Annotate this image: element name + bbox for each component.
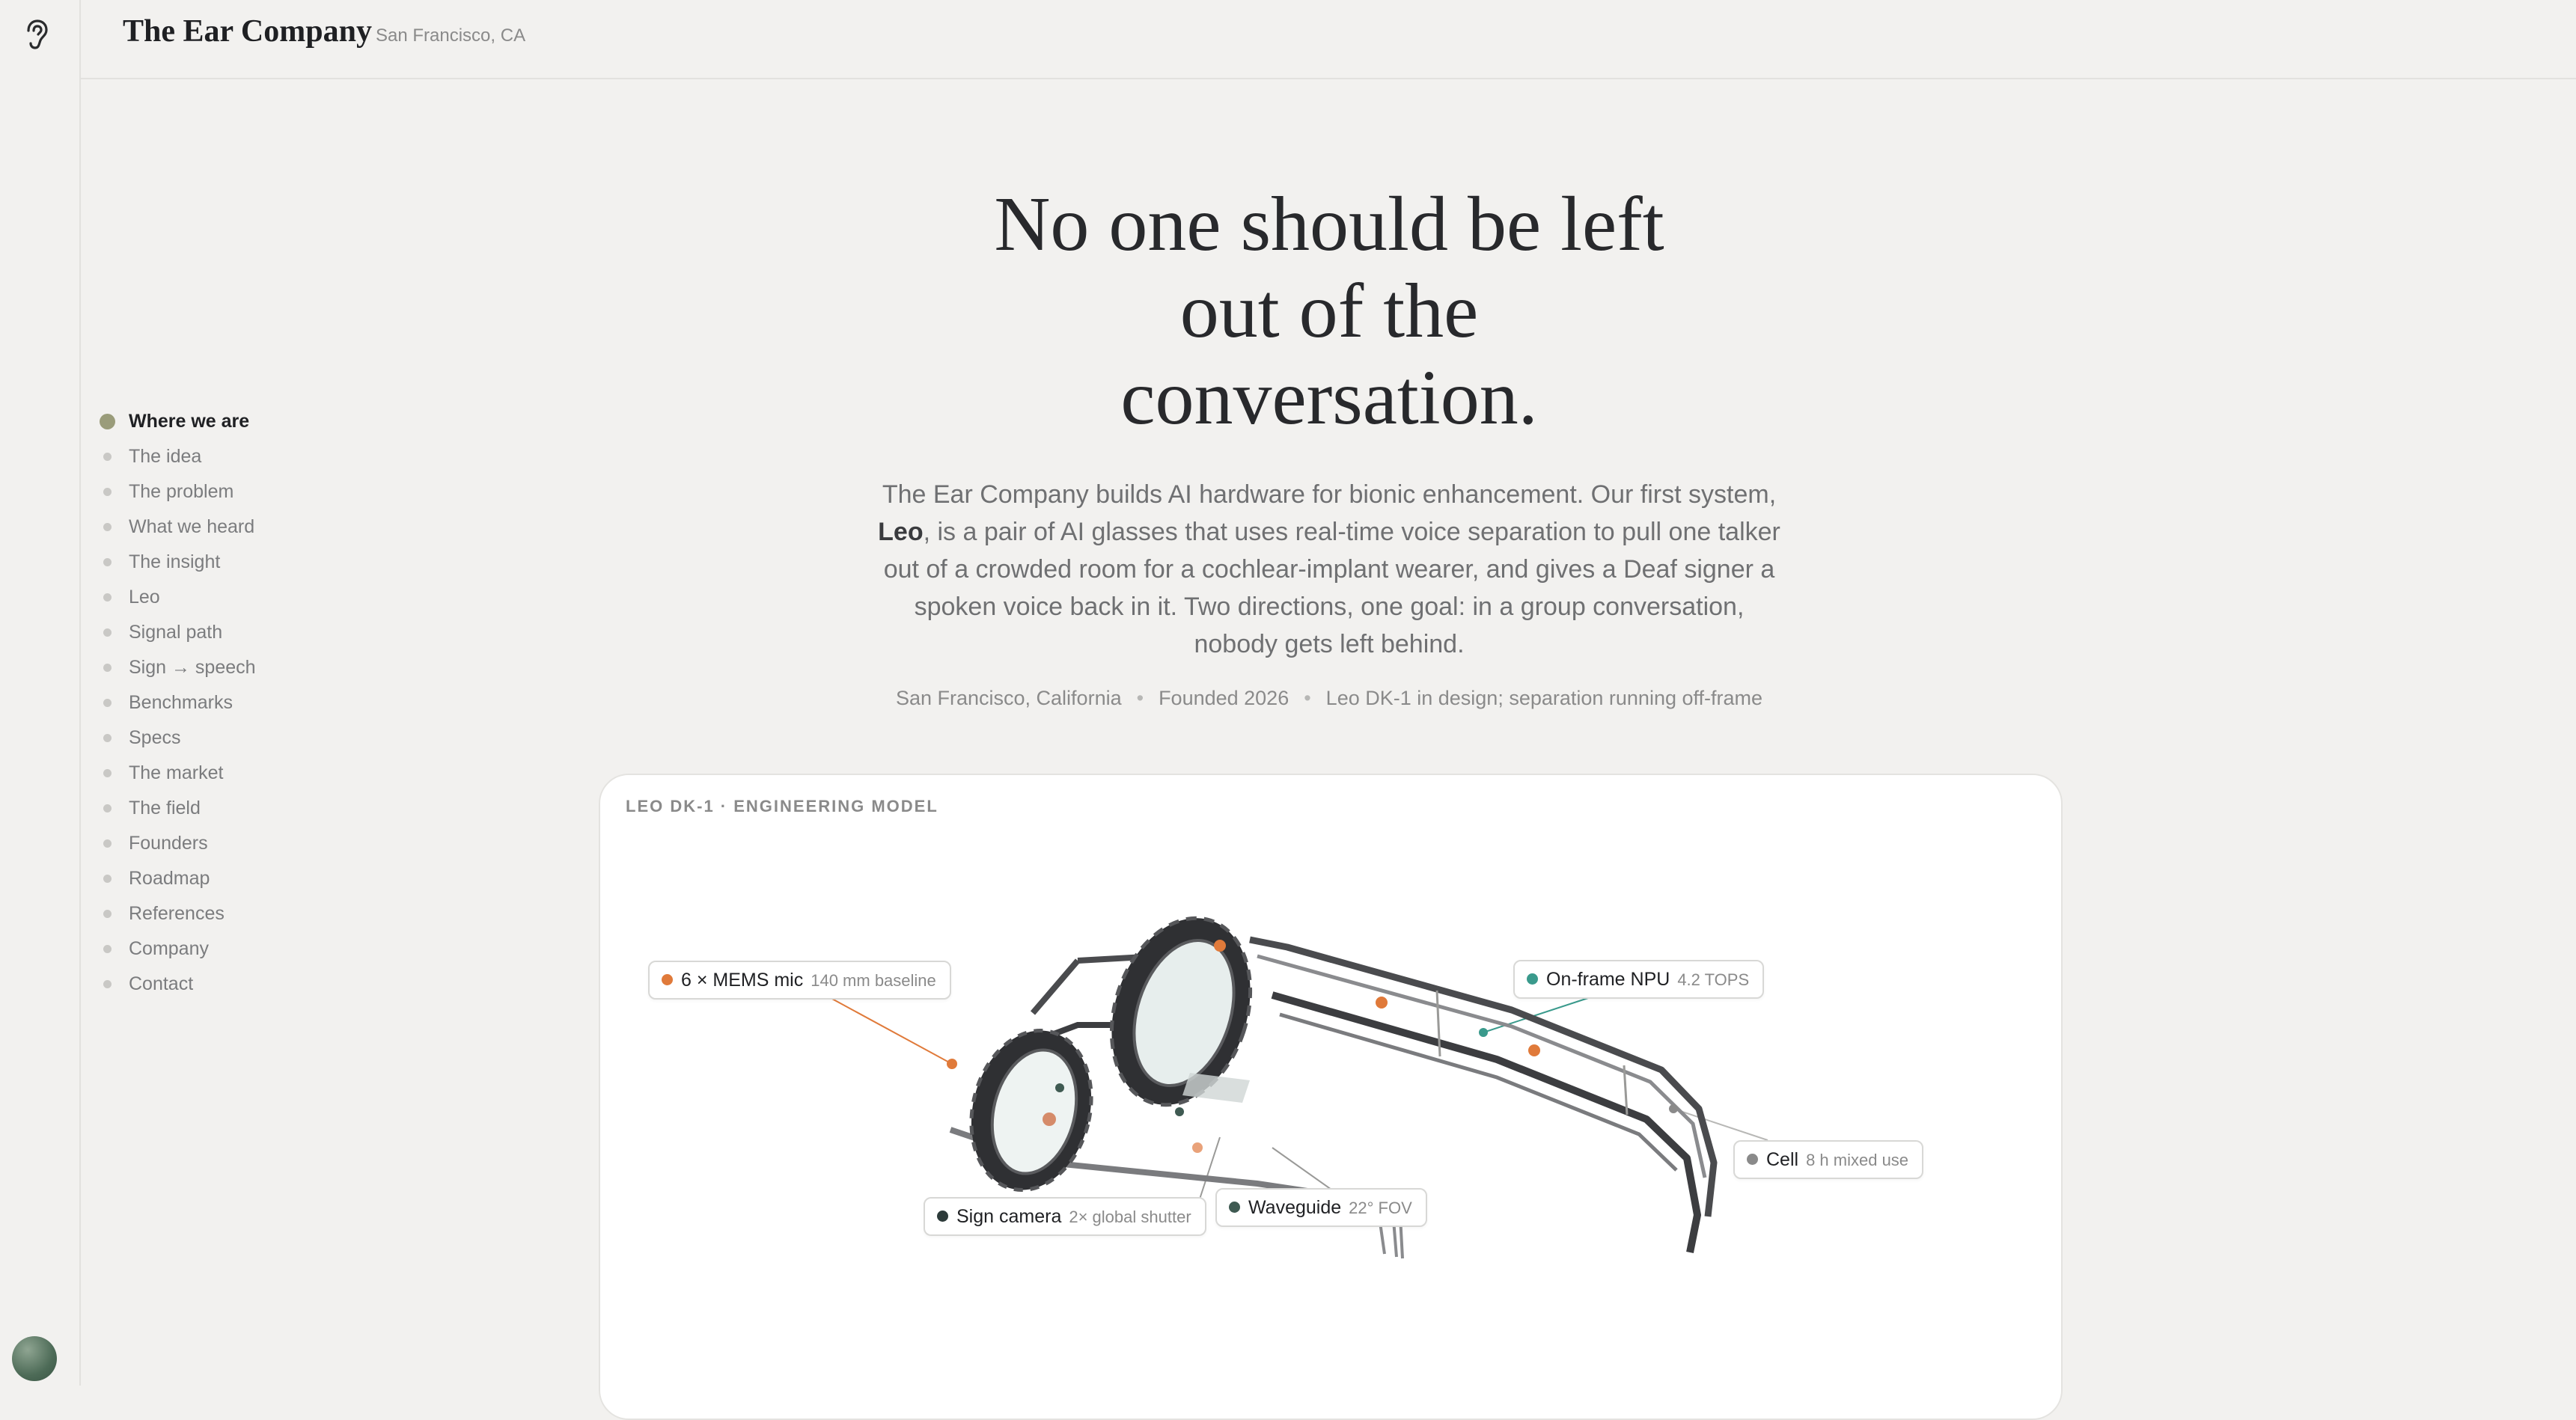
waveguide-marker-icon <box>1229 1202 1240 1213</box>
card-label: LEO DK-1 · ENGINEERING MODEL <box>626 797 938 815</box>
nav-item-signal-path[interactable] <box>97 618 256 653</box>
nav-label: Founders <box>129 833 208 854</box>
callout-sub: 4.2 TOPS <box>1677 970 1750 989</box>
callout-sub: 22° FOV <box>1349 1199 1412 1217</box>
hero-body-prefix: The Ear Company builds AI hardware for bionic enhancement. Our first system, <box>882 480 1777 509</box>
nav-item-what-we-heard[interactable] <box>97 512 256 548</box>
left-rail <box>0 0 81 1386</box>
hero-body-product: Leo <box>878 518 924 546</box>
nav-item-sign-to-speech[interactable] <box>97 653 256 688</box>
nav-dot-icon <box>103 664 112 672</box>
nav-dot-icon <box>103 875 112 883</box>
nav-item-contact[interactable] <box>97 970 256 1005</box>
nav-dot-icon <box>103 910 112 918</box>
nav-dot-icon <box>103 699 112 707</box>
callout-cell[interactable] <box>1733 1140 1923 1179</box>
nav-dot-icon <box>103 839 112 848</box>
meta-status: Leo DK-1 in design; separation running off-frame <box>1325 687 1763 709</box>
meta-separator: • <box>1136 687 1144 709</box>
nav-item-the-field[interactable] <box>97 794 256 829</box>
callout-sub: 140 mm baseline <box>811 971 936 990</box>
user-avatar[interactable] <box>12 1336 57 1381</box>
nav-label: Roadmap <box>129 868 210 889</box>
nav-label: References <box>129 903 225 924</box>
hero-title-line: out of the <box>1179 268 1479 354</box>
callout-label: Cell <box>1766 1149 1799 1170</box>
glasses-illustration <box>599 774 2060 1386</box>
callout-label: Waveguide <box>1248 1197 1342 1218</box>
ear-icon[interactable] <box>19 18 52 52</box>
nav-item-company[interactable] <box>97 934 256 970</box>
callout-label: Sign camera <box>956 1206 1062 1227</box>
nav-dot-icon <box>103 804 112 812</box>
meta-separator: • <box>1304 687 1311 709</box>
nav-item-leo[interactable] <box>97 583 256 618</box>
nav-label: Company <box>129 938 209 959</box>
nav-label: The field <box>129 798 201 818</box>
callout-npu[interactable] <box>1513 960 1764 999</box>
nav-item-references[interactable] <box>97 899 256 934</box>
nav-dot-icon <box>103 769 112 777</box>
nav-label: Signal path <box>129 622 223 643</box>
nav-label: Specs <box>129 727 181 748</box>
nav-label: Benchmarks <box>129 692 233 713</box>
nav-item-benchmarks[interactable] <box>97 688 256 723</box>
callout-waveguide[interactable] <box>1215 1188 1427 1227</box>
nav-label: Where we are <box>129 411 250 432</box>
section-nav <box>97 407 256 1005</box>
nav-dot-icon <box>100 414 115 429</box>
nav-item-founders[interactable] <box>97 829 256 864</box>
nav-label: Sign → speech <box>129 657 256 678</box>
hero-title-line: No one should be left <box>994 181 1664 267</box>
hero-body-suffix: , is a pair of AI glasses that uses real-time voice separation to pull one talker out of a crowded room for a cochlear-implant wearer, and gives a Deaf signer a spoken voice back in it. Two directions, one goal: in a group conversation, nobody gets left behind. <box>883 518 1780 658</box>
nav-item-the-problem[interactable] <box>97 477 256 512</box>
callout-label: 6 × MEMS mic <box>681 970 804 991</box>
nav-dot-icon <box>103 558 112 566</box>
nav-dot-icon <box>103 453 112 461</box>
cell-marker-icon <box>1747 1154 1758 1165</box>
nav-label: Leo <box>129 587 160 608</box>
camera-marker-icon <box>937 1211 948 1222</box>
nav-item-the-market[interactable] <box>97 759 256 794</box>
nav-item-where-we-are[interactable] <box>97 407 256 442</box>
meta-location: San Francisco, California <box>895 687 1122 709</box>
hero-title <box>838 181 1820 441</box>
nav-dot-icon <box>103 945 112 953</box>
nav-item-the-idea[interactable] <box>97 442 256 477</box>
callout-sign-camera[interactable] <box>924 1197 1206 1236</box>
nav-item-the-insight[interactable] <box>97 548 256 583</box>
hero-title-line: conversation. <box>1120 355 1538 441</box>
nav-label: The problem <box>129 481 234 502</box>
nav-dot-icon <box>103 523 112 531</box>
nav-dot-icon <box>103 593 112 602</box>
nav-label: The market <box>129 762 224 783</box>
nav-dot-icon <box>103 980 112 988</box>
meta-founded: Founded 2026 <box>1159 687 1289 709</box>
nav-item-roadmap[interactable] <box>97 864 256 899</box>
nav-label: The insight <box>129 551 221 572</box>
nav-dot-icon <box>103 628 112 637</box>
nav-label: Contact <box>129 973 194 994</box>
top-bar <box>81 0 2576 79</box>
callout-label: On-frame NPU <box>1546 969 1670 990</box>
hero-body <box>873 476 1786 663</box>
callout-sub: 2× global shutter <box>1069 1208 1191 1226</box>
brand-location: San Francisco, CA <box>376 25 526 46</box>
callout-sub: 8 h mixed use <box>1806 1151 1909 1169</box>
callout-mems-mic[interactable] <box>648 961 951 1000</box>
npu-marker-icon <box>1527 973 1538 985</box>
brand-name[interactable]: The Ear Company <box>123 14 372 49</box>
nav-label: The idea <box>129 446 202 467</box>
meta-row <box>823 687 1835 710</box>
nav-label: What we heard <box>129 516 255 537</box>
mic-marker-icon <box>662 974 673 985</box>
nav-item-specs[interactable] <box>97 723 256 759</box>
nav-dot-icon <box>103 488 112 496</box>
nav-dot-icon <box>103 734 112 742</box>
